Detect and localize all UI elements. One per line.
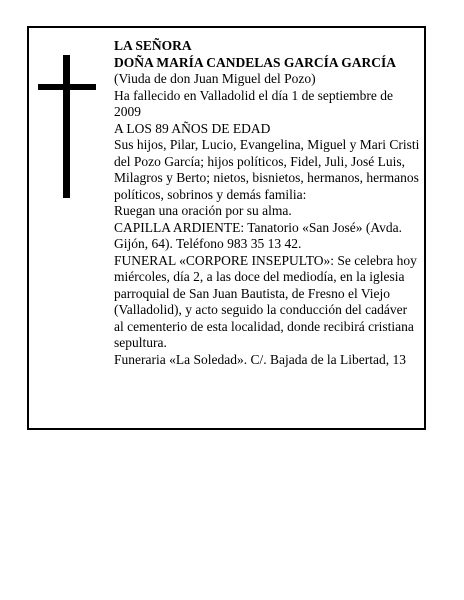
cross-horizontal-bar bbox=[38, 84, 96, 90]
prayer-request: Ruegan una oración por su alma. bbox=[114, 203, 292, 218]
death-announcement: Ha fallecido en Valladolid el día 1 de septiembre de 2009 bbox=[114, 87, 394, 119]
notice-title: LA SEÑORA bbox=[114, 38, 192, 53]
funeral-home-info: Funeraria «La Soledad». C/. Bajada de la Libertad, 13 bbox=[114, 351, 407, 367]
age-line: A LOS 89 AÑOS DE EDAD bbox=[114, 120, 271, 136]
widow-of-line: (Viuda de don Juan Miguel del Pozo) bbox=[114, 71, 316, 86]
deceased-name: DOÑA MARÍA CANDELAS GARCÍA GARCÍA bbox=[114, 54, 397, 70]
cross-vertical-bar bbox=[63, 55, 70, 198]
funeral-info: FUNERAL «CORPORE INSEPULTO»: Se celebra hoy miércoles, día 2, a las doce del mediodía, en la iglesia parroquial de San Juan Bautista, de Fresno el Viejo (Valladolid), y acto seguido la conducción del cadáver al cementerio de esta localidad, donde recibirá cristiana sepultura. bbox=[114, 252, 417, 350]
family-paragraph: Sus hijos, Pilar, Lucio, Evangelina, Miguel y Mari Cristi del Pozo García; hijos políticos, Fidel, Juli, José Luis, Milagros y Berto; nietos, bisnietos, hermanos, hermanos políticos, sobrinos y demás familia: bbox=[114, 137, 420, 202]
cross-icon bbox=[38, 55, 98, 198]
chapel-info: CAPILLA ARDIENTE: Tanatorio «San José» (Avda. Gijón, 64). Teléfono 983 35 13 42. bbox=[114, 219, 403, 251]
notice-text bbox=[114, 38, 420, 368]
